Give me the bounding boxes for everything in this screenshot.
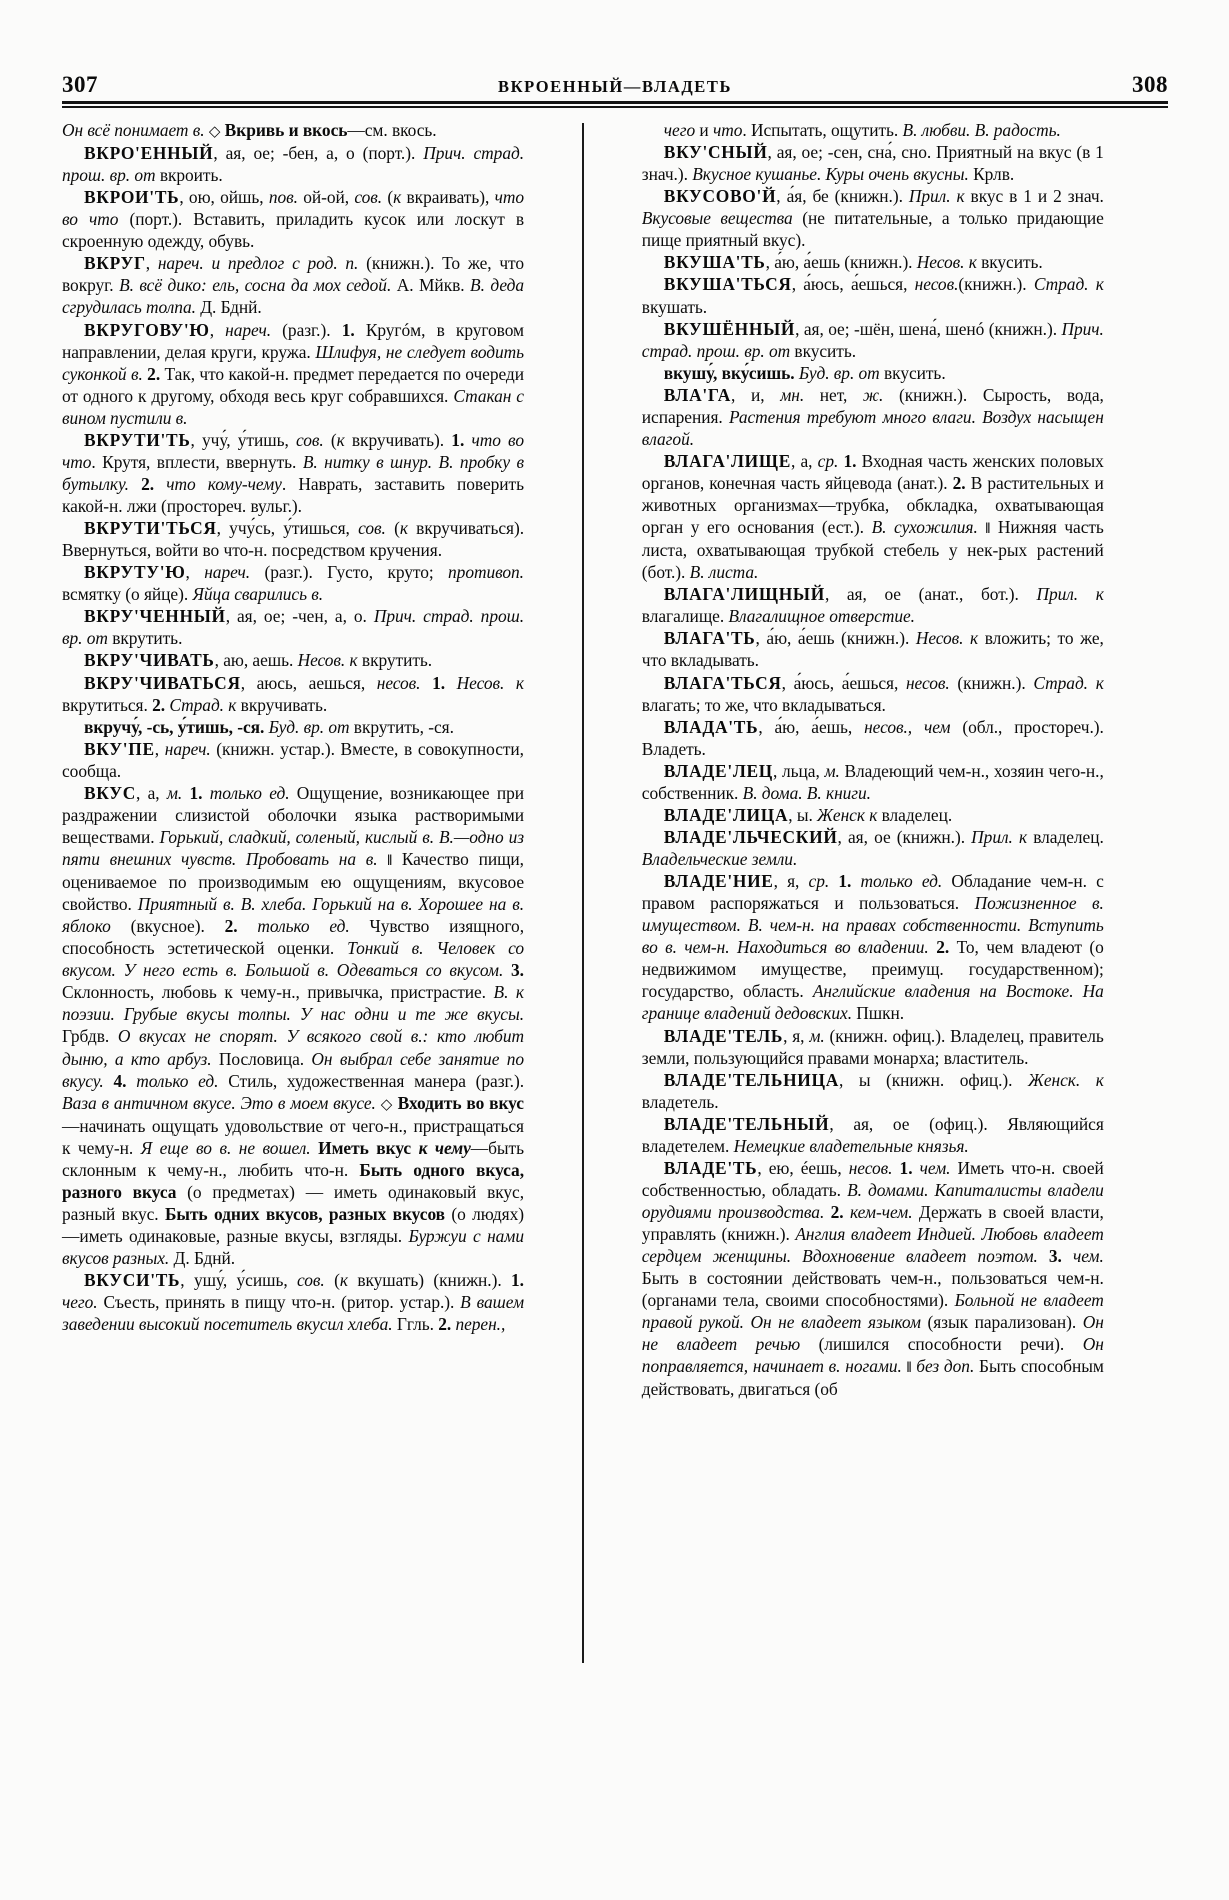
header-rule: [62, 101, 1168, 108]
dictionary-entry: ВЛАДЕ'ЛИЦА, ы. Женск к владелец.: [663, 804, 953, 825]
dictionary-entry: ВЛАДЕ'ЛЬЧЕСКИЙ, ая, ое (книжн.). Прил. к владелец. Владельческие земли.: [641, 826, 1104, 870]
dictionary-entry: ВКРУГ, нареч. и предлог с род. п. (книжн.). То же, что вокруг. В. всё дико: ель, сосна да мох седой. А. Мйкв. В. деда сгрудилась толпа. Д. Бднй.: [62, 253, 524, 318]
rule-thin: [62, 106, 1168, 108]
dictionary-entry: вкручу́, -сь, у́тишь, -ся. Буд. вр. от вкрутить, -ся.: [84, 716, 454, 737]
dictionary-entry: ВКРУ'ЧИВАТЬСЯ, аюсь, аешься, несов. 1. Несов. к вкрутиться. 2. Страд. к вкручивать.: [62, 672, 524, 715]
dictionary-entry: ВЛАГА'ЛИЩНЫЙ, ая, ое (анат., бот.). Прил. к влагалище. Влагалищное отверстие.: [641, 584, 1104, 627]
dictionary-entry: ВКУША'ТЬ, а́ю, а́ешь (книжн.). Несов. к вкусить.: [663, 252, 1043, 273]
dictionary-entry: ВКРОИ'ТЬ, ою, ойшь, пов. ой-ой, сов. (к вкраивать), что во что (порт.). Вставить, приладить кусок или лоскут в скроенную одежду, обувь.: [62, 187, 524, 252]
dictionary-entry: ВКУСОВО'Й, а́я, бе (книжн.). Прил. к вкус в 1 и 2 знач. Вкусовые вещества (не питательные, а только придающие пище приятный вкус).: [641, 186, 1104, 251]
dictionary-entry: ВКУ'СНЫЙ, ая, ое; -сен, сна́, сно. Приятный на вкус (в 1 знач.). Вкусное кушанье. Куры очень вкусны. Крлв.: [641, 142, 1104, 185]
dictionary-entry: вкушу́, вку́сишь. Буд. вр. от вкусить.: [663, 362, 946, 383]
dictionary-entry: ВЛАГА'ТЬСЯ, а́юсь, а́ешься, несов. (книжн.). Страд. к влагать; то же, что вкладываться.: [641, 672, 1104, 715]
dictionary-entry: ВКУША'ТЬСЯ, а́юсь, а́ешься, несов.(книжн.). Страд. к вкушать.: [641, 274, 1104, 317]
dictionary-entry: ВЛАДА'ТЬ, а́ю, а́ешь, несов., чем (обл., простореч.). Владеть.: [641, 716, 1104, 759]
dictionary-entry: ВКРУТИ'ТЬ, учу́, у́тишь, сов. (к вкручивать). 1. что во что. Крутя, вплести, ввернуть. В. нитку в шнур. В. пробку в бутылку. 2. что кому-чему. Наврать, заставить поверить какой-н. лжи (простореч. вульг.).: [62, 429, 524, 517]
text-columns: [62, 119, 1170, 1779]
dictionary-entry: ВЛАГА'ТЬ, а́ю, а́ешь (книжн.). Несов. к вложить; то же, что вкладывать.: [641, 628, 1104, 671]
dictionary-entry: ВКУС, а, м. 1. только ед. Ощущение, возникающее при раздражении слизистой оболочки языка растворимыми веществами. Горький, сладкий, соленый, кислый в. В.—одно из пяти внешних чувств. Пробовать на в. ‖ Качество пищи, оцениваемое по производимым ею ощущениям, вкусовое свойство. Приятный в. В. хлеба. Горький на в. Хорошее на в. яблоко (вкусное). 2. только ед. Чувство изящного, способность эстетической оценки. Тонкий в. Человек со вкусом. У него есть в. Большой в. Одеваться со вкусом. 3. Склонность, любовь к чему-н., привычка, пристрастие. В. к поэзии. Грубые вкусы толпы. У нас одни и те же вкусы. Грбдв. О вкусах не спорят. У всякого свой в.: кто любит дыню, а кто арбуз. Пословица. Он выбрал себе занятие по вкусу. 4. только ед. Стиль, художественная манера (разг.). Ваза в античном вкусе. Это в моем вкусе. ◇ Входить во вкус—начинать ощущать удовольствие от чего-н., пристращаться к чему-н. Я еще во в. не вошел. Иметь вкус к чему—быть склонным к чему-н., любить что-н. Быть одного вкуса, разного вкуса (о предметах) — иметь одинаковый вкус, разный вкус. Быть одних вкусов, разных вкусов (о людях)—иметь одинаковые, разные вкусы, взгляды. Буржуи с нами вкусов разных. Д. Бднй.: [62, 782, 525, 1269]
dictionary-entry: ВКРУТУ'Ю, нареч. (разг.). Густо, круто; противоп. всмятку (о яйце). Яйца сварились в.: [62, 562, 524, 605]
dictionary-entry: ВКРУ'ЧИВАТЬ, аю, аешь. Несов. к вкрутить.: [84, 650, 433, 671]
dictionary-entry: ВЛАДЕ'ТЬ, ею, éешь, несов. 1. чем. Иметь что-н. своей собственностью, обладать. В. домами. Капиталисты владели орудиями производства. 2. кем-чем. Держать в своей власти, управлять (книжн.). Англия владеет Индией. Любовь владеет сердцем женщины. Вдохновение владеет поэтом. 3. чем. Быть в состоянии действовать чем-н., пользоваться чем-н. (органами тела, своими способностями). Больной не владеет правой рукой. Он не владеет языком (язык парализован). Он не владеет речью (лишился способности речи). Он поправляется, начинает в. ногами. ‖ без доп. Быть способным действовать, двигаться (об: [641, 1157, 1104, 1400]
dictionary-entry: ВКУШЁННЫЙ, ая, ое; -шён, шена́, шенó (книжн.). Прич. страд. прош. вр. от вкусить.: [641, 318, 1104, 361]
dictionary-entry: ВЛАДЕ'ТЕЛЬНЫЙ, ая, ое (офиц.). Являющийся владетелем. Немецкие владетельные князья.: [641, 1113, 1104, 1156]
column-right: [642, 119, 1104, 1779]
dictionary-entry: чего и что. Испытать, ощутить. В. любви. В. радость.: [663, 120, 1061, 140]
dictionary-entry: ВКРО'ЕННЫЙ, ая, ое; -бен, а, о (порт.). Прич. страд. прош. вр. от вкроить.: [62, 143, 525, 186]
dictionary-entry: ВКРУГОВУ'Ю, нареч. (разг.). 1. Кругóм, в круговом направлении, делая круги, кружа. Шлифуя, не следует водить суконкой в. 2. Так, что какой-н. предмет передается по очереди от одного к другому, обходя весь круг собравшихся. Стакан с вином пустили в.: [62, 319, 524, 428]
column-left: [62, 119, 524, 1779]
dictionary-entry: ВКУСИ'ТЬ, ушу́, у́сишь, сов. (к вкушать) (книжн.). 1. чего. Съесть, принять в пищу что-н. (ритор. устар.). В вашем заведении высокий посетитель вкусил хлеба. Ггль. 2. перен.,: [62, 1270, 524, 1335]
running-title: ВКРОЕННЫЙ—ВЛАДЕТЬ: [497, 76, 733, 96]
dictionary-entry: ВЛАДЕ'ТЕЛЬНИЦА, ы (книжн. офиц.). Женск. к владетель.: [641, 1069, 1104, 1112]
folio-right: 308: [1132, 72, 1168, 97]
dictionary-entry: ВЛАДЕ'ТЕЛЬ, я, м. (книжн. офиц.). Владелец, правитель земли, пользующийся правами монарха; властитель.: [641, 1025, 1104, 1068]
folio-left: 307: [62, 72, 98, 97]
column-divider: [582, 123, 584, 1663]
dictionary-entry: ВЛАДЕ'НИЕ, я, ср. 1. только ед. Обладание чем-н. с правом распоряжаться и пользоваться. Пожизненное в. имуществом. В. чем-н. на правах собственности. Вступить во в. чем-н. Находиться во владении. 2. То, чем владеют (о недвижимом имуществе, преимущ. государственном); государство, область. Английские владения на Востоке. На границе владений дедовских. Пшкн.: [641, 871, 1104, 1024]
running-head: [62, 62, 1168, 96]
dictionary-entry: Он всё понимает в. ◇ Вкривь и вкось—см. вкось.: [62, 120, 437, 140]
dictionary-entry: ВЛАДЕ'ЛЕЦ, льца, м. Владеющий чем-н., хозяин чего-н., собственник. В. дома. В. книги.: [641, 760, 1104, 803]
dictionary-entry: ВЛА'ГА, и, мн. нет, ж. (книжн.). Сырость, вода, испарения. Растения требуют много влаги. Воздух насыщен влагой.: [641, 384, 1104, 449]
dictionary-entry: ВКРУТИ'ТЬСЯ, учу́сь, у́тишься, сов. (к вкручиваться). Ввернуться, войти во что-н. посредством кручения.: [62, 518, 524, 561]
dictionary-entry: ВКУ'ПЕ, нареч. (книжн. устар.). Вместе, в совокупности, сообща.: [62, 738, 524, 781]
dictionary-entry: ВЛАГА'ЛИЩЕ, а, ср. 1. Входная часть женских половых органов, конечная часть яйцевода (анат.). 2. В растительных и животных организмах—трубка, обкладка, охватывающая орган у его основания (ест.). В. сухожилия. ‖ Нижняя часть листа, охватывающая трубкой стебель у нек-рых растений (бот.). В. листа.: [641, 450, 1104, 583]
dictionary-entry: ВКРУ'ЧЕННЫЙ, ая, ое; -чен, а, о. Прич. страд. прош. вр. от вкрутить.: [62, 606, 524, 649]
